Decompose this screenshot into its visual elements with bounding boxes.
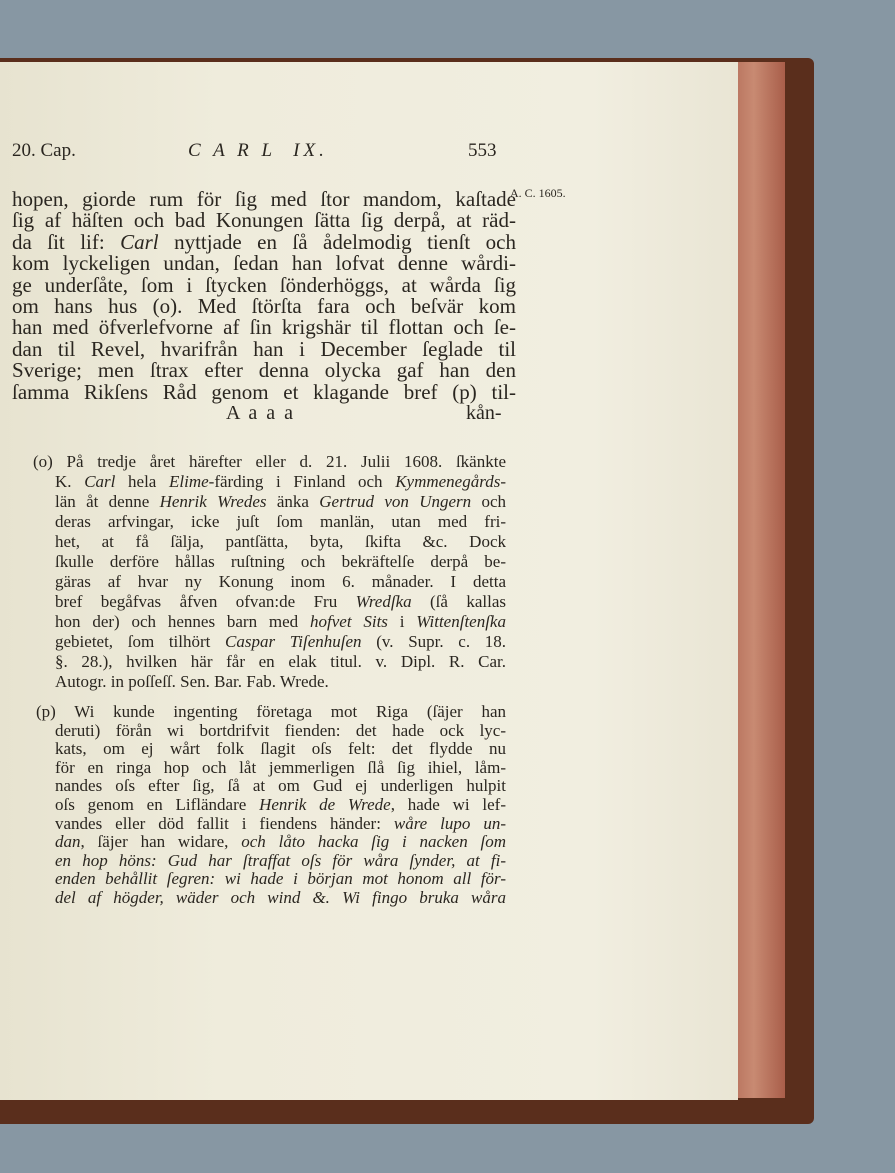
footnote-o-line — [55, 492, 506, 512]
text-segment: §. 28.), hvilken här får en elak titul. v. Dipl. R. Car. — [55, 652, 506, 671]
italic-text: dan — [55, 832, 81, 852]
text-segment: ſig af häſten och bad Konungen ſätta ſig derpå, at räd- — [12, 208, 516, 233]
text-segment: hon der) och hennes barn med — [55, 612, 310, 631]
text-segment: , hade wi lef- — [390, 795, 506, 814]
text-segment: Autogr. in poſſeſſ. Sen. Bar. Fab. Wrede. — [55, 672, 329, 691]
text-segment: Sverige; men ſtrax efter denna olycka gaf han den — [12, 358, 516, 383]
text-segment: vandes eller död fallit i fiendens händer: — [55, 813, 394, 833]
text-segment: färding i Finland och — [214, 472, 396, 491]
footnote-o-line — [55, 612, 506, 632]
text-segment: deruti) förån wi bortdrifvit fienden: det hade ock lyc- — [55, 720, 506, 740]
footnote-p-line — [55, 851, 506, 871]
text-segment: , ſäjer han widare, — [80, 832, 242, 852]
italic-text: hofvet Sits — [310, 612, 388, 631]
italic-text: Gertrud von Ungern — [319, 492, 472, 511]
text-segment: län åt denne — [55, 492, 160, 511]
text-segment: ge underſåte, ſom i ſtycken ſönderhöggs, at wårda ſig — [12, 272, 516, 297]
italic-text: del af högder, wäder och wind &. Wi fingo bruka wåra — [55, 888, 506, 907]
text-segment: ſamma Rikſens Råd genom et klagande bref (p) til- — [12, 379, 516, 404]
italic-text: Henrik de Wrede — [259, 795, 391, 814]
text-segment: gebietet, ſom tilhört — [55, 632, 226, 651]
footnote-o-line — [55, 532, 506, 552]
italic-text: Caspar Tiſenhuſen — [225, 632, 362, 651]
text-segment: och — [471, 492, 507, 511]
italic-text: Carl — [84, 472, 116, 491]
page-edges — [733, 62, 785, 1098]
footnote-o-line — [55, 592, 506, 612]
italic-text: wåre lupo un- — [393, 813, 506, 833]
body-text-line — [12, 380, 516, 405]
text-segment: bref begåfvas åfven ofvan:de Fru — [55, 592, 356, 611]
italic-text: en hop höns: Gud har ſtraffat oſs för wåra ſynder, at fi- — [55, 850, 506, 870]
margin-note-year: A. C. 1605. — [510, 186, 566, 200]
text-segment: hela — [115, 472, 169, 491]
text-segment: om hans hus (o). Med ſtörſta fara och beſvär kom — [12, 294, 516, 318]
footnote-p-line — [55, 721, 506, 741]
text-segment: kom lyckeligen undan, ſedan han lofvat denne wårdi- — [12, 251, 516, 276]
italic-text: Henrik Wredes — [159, 492, 267, 511]
text-segment: för en ringa hop och låt jemmerligen ſlå ſig ihiel, låm- — [55, 757, 506, 777]
text-segment: da ſit lif: — [12, 229, 121, 254]
footnote-p-line — [55, 869, 506, 889]
footnote-p-line — [55, 776, 506, 796]
footnote-p-line — [55, 795, 506, 815]
text-segment: nandes oſs efter ſig, ſå at om Gud ej underligen hulpit — [55, 776, 506, 796]
footnote-o-line — [55, 672, 506, 692]
text-segment: (o) På tredje året härefter eller d. 21. Julii 1608. ſkänkte — [33, 452, 506, 471]
catchword: kån- — [466, 402, 502, 424]
text-segment: han med öfverlefvorne af ſin krigshär til flottan och ſe- — [12, 315, 516, 340]
text-segment: oſs genom en Lifländare — [55, 795, 260, 814]
footnote-o-line — [33, 452, 506, 472]
text-segment: gäras af hvar ny Konung inom 6. månader. I detta — [55, 572, 506, 591]
footnote-o-line — [55, 472, 506, 492]
footnote-o-line — [55, 632, 506, 652]
italic-text: och låto hacka ſig i nacken ſom — [241, 832, 507, 852]
text-segment: hopen, giorde rum för ſig med ſtor mandom, kaſtade — [12, 187, 516, 211]
footnote-o-line — [55, 652, 506, 672]
text-segment: deras arfvingar, icke juſt ſom manlän, utan med fri- — [55, 512, 506, 531]
chapter-label: 20. Cap. — [12, 140, 76, 161]
text-segment: änka — [266, 492, 320, 511]
italic-text: Carl — [120, 229, 159, 254]
text-segment: dan til Revel, hvarifrån han i December ſeglade til — [12, 336, 516, 361]
footnote-o-line — [55, 572, 506, 592]
text-segment: (p) Wi kunde ingenting företaga mot Riga (ſäjer han — [36, 702, 506, 721]
footnote-o-line — [55, 512, 506, 532]
italic-text: Wittenſtenſka — [416, 612, 506, 631]
italic-text: Elime- — [168, 472, 215, 491]
page-number: 553 — [468, 140, 497, 161]
footnote-p-line — [55, 832, 506, 852]
text-segment: kats, om ej wårt folk ſlagit oſs felt: det flydde nu — [55, 739, 506, 759]
footnote-p-line — [36, 702, 506, 722]
text-segment: ſkulle derföre hållas ruſtning och bekräftelſe derpå be- — [55, 552, 506, 571]
text-segment: nyttjade en ſå ådelmodig tienſt och — [158, 229, 516, 254]
footnote-p-line — [55, 814, 506, 834]
text-segment: het, at få ſälja, pantſätta, byta, ſkifta &c. Dock — [55, 532, 506, 551]
footnote-p-line — [55, 758, 506, 778]
footnote-p-line — [55, 888, 506, 908]
text-segment: (ſå kallas — [411, 592, 506, 611]
italic-text: Wredſka — [355, 592, 412, 611]
italic-text: enden behållit ſegren: wi hade i början mot honom all för- — [55, 869, 506, 889]
text-segment: (v. Supr. c. 18. — [361, 632, 506, 651]
text-segment: K. — [55, 472, 85, 491]
footnote-o-line — [55, 552, 506, 572]
running-title: C A R L IX. — [188, 140, 328, 161]
italic-text: Kymmenegårds- — [395, 472, 506, 491]
text-segment: i — [387, 612, 417, 631]
footnote-p-line — [55, 739, 506, 759]
signature-mark: A a a a — [226, 402, 295, 424]
